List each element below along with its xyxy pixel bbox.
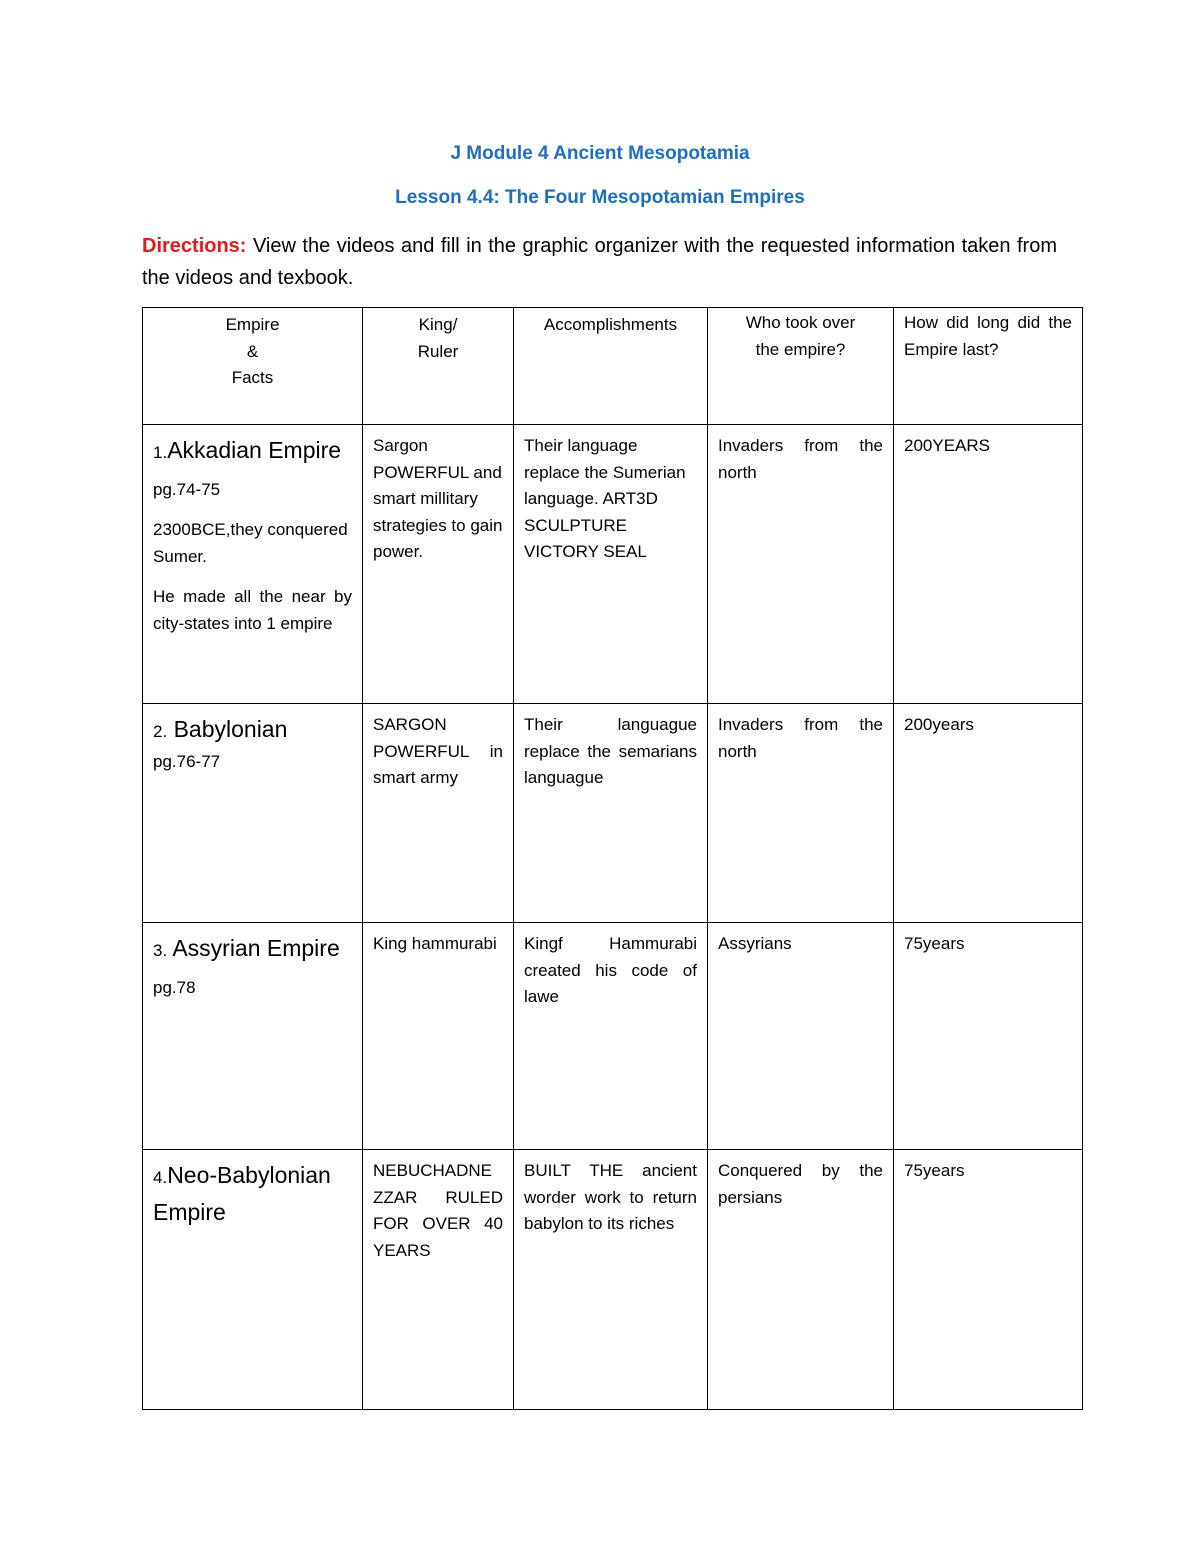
table-row bbox=[143, 923, 1083, 1150]
taken-over-cell: Assyrians bbox=[708, 923, 894, 1150]
ruler-cell: NEBUCHADNE ZZAR RULED FOR OVER 40 YEARS bbox=[363, 1150, 514, 1410]
empire-title: Babylonian bbox=[173, 716, 288, 742]
table-row bbox=[143, 425, 1083, 704]
duration-cell: 75years bbox=[894, 1150, 1083, 1410]
duration-cell: 75years bbox=[894, 923, 1083, 1150]
page-title: J Module 4 Ancient Mesopotamia bbox=[450, 143, 750, 164]
empire-fact: He made all the near by city-states into 1 empire bbox=[153, 587, 352, 633]
directions-label: Directions: bbox=[142, 235, 247, 257]
page-reference: pg.76-77 bbox=[153, 752, 221, 771]
empire-cell bbox=[143, 1150, 363, 1410]
empire-cell bbox=[143, 425, 363, 704]
header-how-long bbox=[894, 308, 1083, 425]
header-who-took-over-label: Who took over the empire? bbox=[745, 313, 856, 359]
graphic-organizer-table bbox=[142, 307, 1083, 1410]
page-reference: pg.78 bbox=[153, 978, 196, 997]
empire-name bbox=[153, 931, 352, 1005]
table-row bbox=[143, 1150, 1083, 1410]
page-reference: pg.74-75 bbox=[153, 480, 221, 499]
empire-title: Akkadian Empire bbox=[167, 437, 342, 463]
header-ruler: Ruler bbox=[417, 341, 459, 361]
empire-cell bbox=[143, 923, 363, 1150]
header-empire-facts bbox=[143, 308, 363, 425]
empire-name bbox=[153, 712, 352, 749]
empire-name bbox=[153, 1158, 352, 1230]
empire-title: Neo-Babylonian Empire bbox=[153, 1162, 331, 1225]
directions-text: View the videos and fill in the graphic organizer with the requested information taken from the videos and texbook. bbox=[142, 235, 1057, 289]
header-facts: Facts bbox=[231, 368, 274, 387]
header-how-long-label: How did long did the Empire last? bbox=[904, 313, 1072, 359]
accomplishments-cell: Kingf Hammurabi created his code of lawe bbox=[514, 923, 708, 1150]
empire-title: Assyrian Empire bbox=[172, 935, 340, 961]
header-king: King/ bbox=[418, 315, 458, 334]
row-number: 3. bbox=[153, 941, 168, 960]
table-row bbox=[143, 704, 1083, 923]
row-number: 4. bbox=[153, 1168, 168, 1187]
lesson-subtitle: Lesson 4.4: The Four Mesopotamian Empires bbox=[395, 187, 805, 208]
taken-over-cell: Invaders from the north bbox=[708, 425, 894, 704]
accomplishments-cell: Their languague replace the semarians languague bbox=[514, 704, 708, 923]
empire-name bbox=[153, 433, 352, 507]
header-empire: Empire bbox=[225, 315, 280, 334]
ruler-cell: Sargon POWERFUL and smart millitary strategies to gain power. bbox=[363, 425, 514, 704]
duration-cell: 200years bbox=[894, 704, 1083, 923]
header-who-took-over bbox=[708, 308, 894, 425]
taken-over-cell: Invaders from the north bbox=[708, 704, 894, 923]
row-number: 2. bbox=[153, 722, 168, 741]
empire-cell bbox=[143, 704, 363, 923]
header-king-ruler bbox=[363, 308, 514, 425]
directions bbox=[142, 230, 1057, 294]
accomplishments-cell: BUILT THE ancient worder work to return babylon to its riches bbox=[514, 1150, 708, 1410]
accomplishments-cell: Their language replace the Sumerian language. ART3D SCULPTURE VICTORY SEAL bbox=[514, 425, 708, 704]
ruler-cell: King hammurabi bbox=[363, 923, 514, 1150]
header-accomplishments bbox=[514, 308, 708, 425]
empire-fact: 2300BCE,they conquered Sumer. bbox=[153, 520, 348, 566]
header-accomplishments-label: Accomplishments bbox=[543, 315, 678, 334]
row-number: 1. bbox=[153, 443, 168, 462]
header-ampersand: & bbox=[246, 341, 259, 361]
ruler-cell: SARGON POWERFUL in smart army bbox=[363, 704, 514, 923]
header-row bbox=[143, 308, 1083, 425]
duration-cell: 200YEARS bbox=[894, 425, 1083, 704]
taken-over-cell: Conquered by the persians bbox=[708, 1150, 894, 1410]
